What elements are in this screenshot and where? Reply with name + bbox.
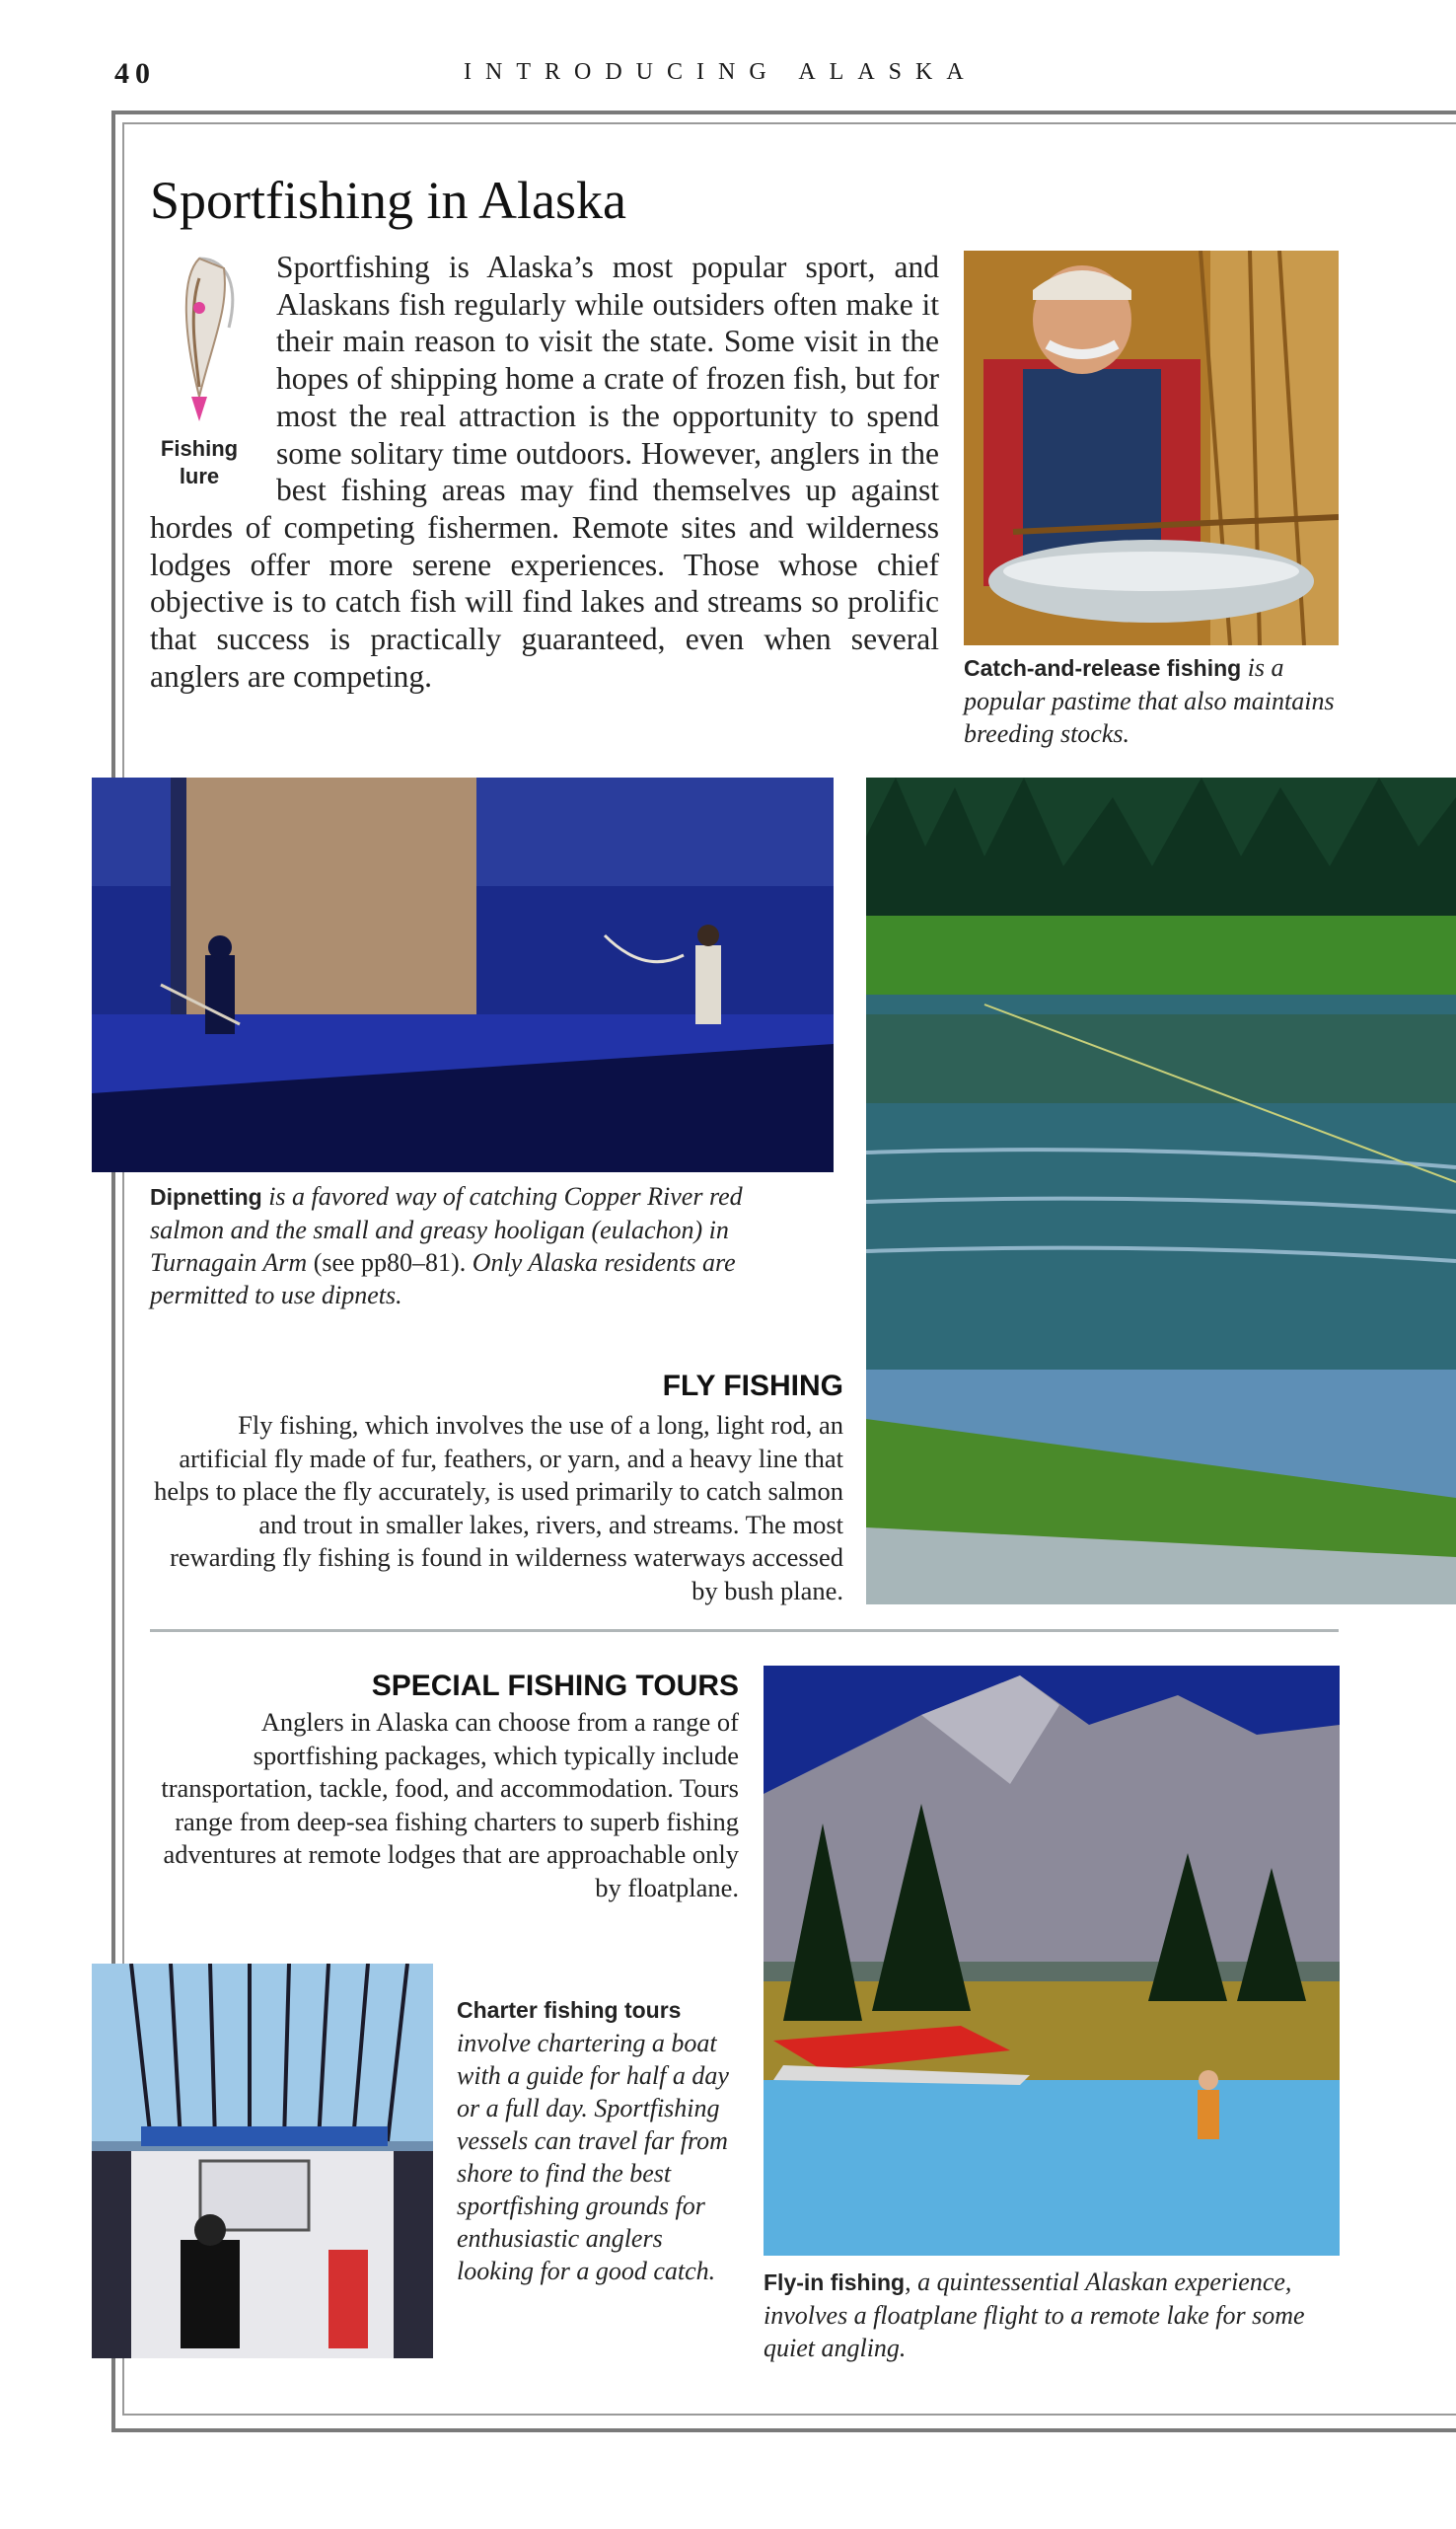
dipnetting-caption-ref: (see pp80–81). [307, 1248, 473, 1277]
fishing-lure [140, 249, 258, 488]
catch-release-photo [964, 251, 1339, 645]
catch-release-caption-text: is a popular pastime that also maintains breeding stocks. [964, 653, 1335, 748]
dipnetting-caption [150, 1180, 791, 1311]
special-tours-heading: SPECIAL FISHING TOURS [371, 1670, 739, 1702]
fly-in-caption-bold: Fly-in fishing [764, 2269, 906, 2295]
fly-fishing-lake-photo [866, 778, 1456, 1604]
dipnetting-caption-bold: Dipnetting [150, 1184, 262, 1210]
running-head: INTRODUCING ALASKA [464, 59, 978, 85]
special-tours-body: Anglers in Alaska can choose from a range of sportfishing packages, which typically include transportation, tackle, food, and accommodation. Tours range from deep-sea fishing charters to superb fishing adventures at remote lodges that are approachable only by floatplane. [161, 1707, 739, 1902]
fly-in-floatplane-photo [764, 1666, 1340, 2256]
fishing-lure-icon [140, 249, 258, 426]
charter-caption-text: involve chartering a boat with a guide for half a day or a full day. Sportfishing vessels can travel far from shore to find the best sportfishing grounds for enthusiastic anglers looking for a good catch. [457, 2029, 729, 2285]
fly-in-caption-text: , a quintessential Alaskan experience, involves a floatplane flight to a remote lake for some quiet angling. [764, 2268, 1305, 2362]
charter-boat-photo [92, 1964, 433, 2358]
fly-fishing-body: Fly fishing, which involves the use of a long, light rod, an artificial fly made of fur, feathers, or yarn, and a heavy line that helps to place the fly accurately, is used primarily to catch salmon and trout in smaller lakes, rivers, and streams. The most rewarding fly fishing is found in wilderness waterways accessed by bush plane. [154, 1410, 843, 1605]
dipnetting-caption-italic2: Only Alaska residents are permitted to use dipnets. [150, 1248, 736, 1309]
catch-release-caption-bold: Catch-and-release fishing [964, 655, 1242, 681]
intro-text: Sportfishing is Alaska’s most popular sport, and Alaskans fish regularly while outsiders often make it their main reason to visit the state. Some visit in the hopes of shipping home a crate of frozen fish, but for most the real attraction is the opportunity to spend some solitary time outdoors. However, anglers in the best fishing areas may find themselves up against hordes of competing fishermen. Remote sites and wilderness lodges offer more serene experiences. Those whose chief objective is to catch fish will find lakes and streams so prolific that success is practically guaranteed, even when several anglers are competing. [150, 250, 939, 694]
charter-caption [457, 1993, 733, 2287]
fly-fishing-heading: FLY FISHING [662, 1370, 843, 1402]
charter-caption-bold: Charter fishing tours [457, 1997, 682, 2023]
catch-release-caption [964, 651, 1339, 750]
page-number: 40 [114, 57, 156, 90]
article-title: Sportfishing in Alaska [150, 171, 626, 230]
intro-paragraph-block [150, 249, 939, 695]
section-divider [150, 1629, 1339, 1632]
lure-caption: Fishing lure [160, 435, 239, 488]
dipnetting-caption-italic1: is a favored way of catching Copper River red salmon and the small and greasy hooligan (eulachon) in Turnagain Arm [150, 1182, 743, 1277]
fly-in-caption [764, 2266, 1316, 2364]
dipnetting-photo [92, 778, 834, 1172]
